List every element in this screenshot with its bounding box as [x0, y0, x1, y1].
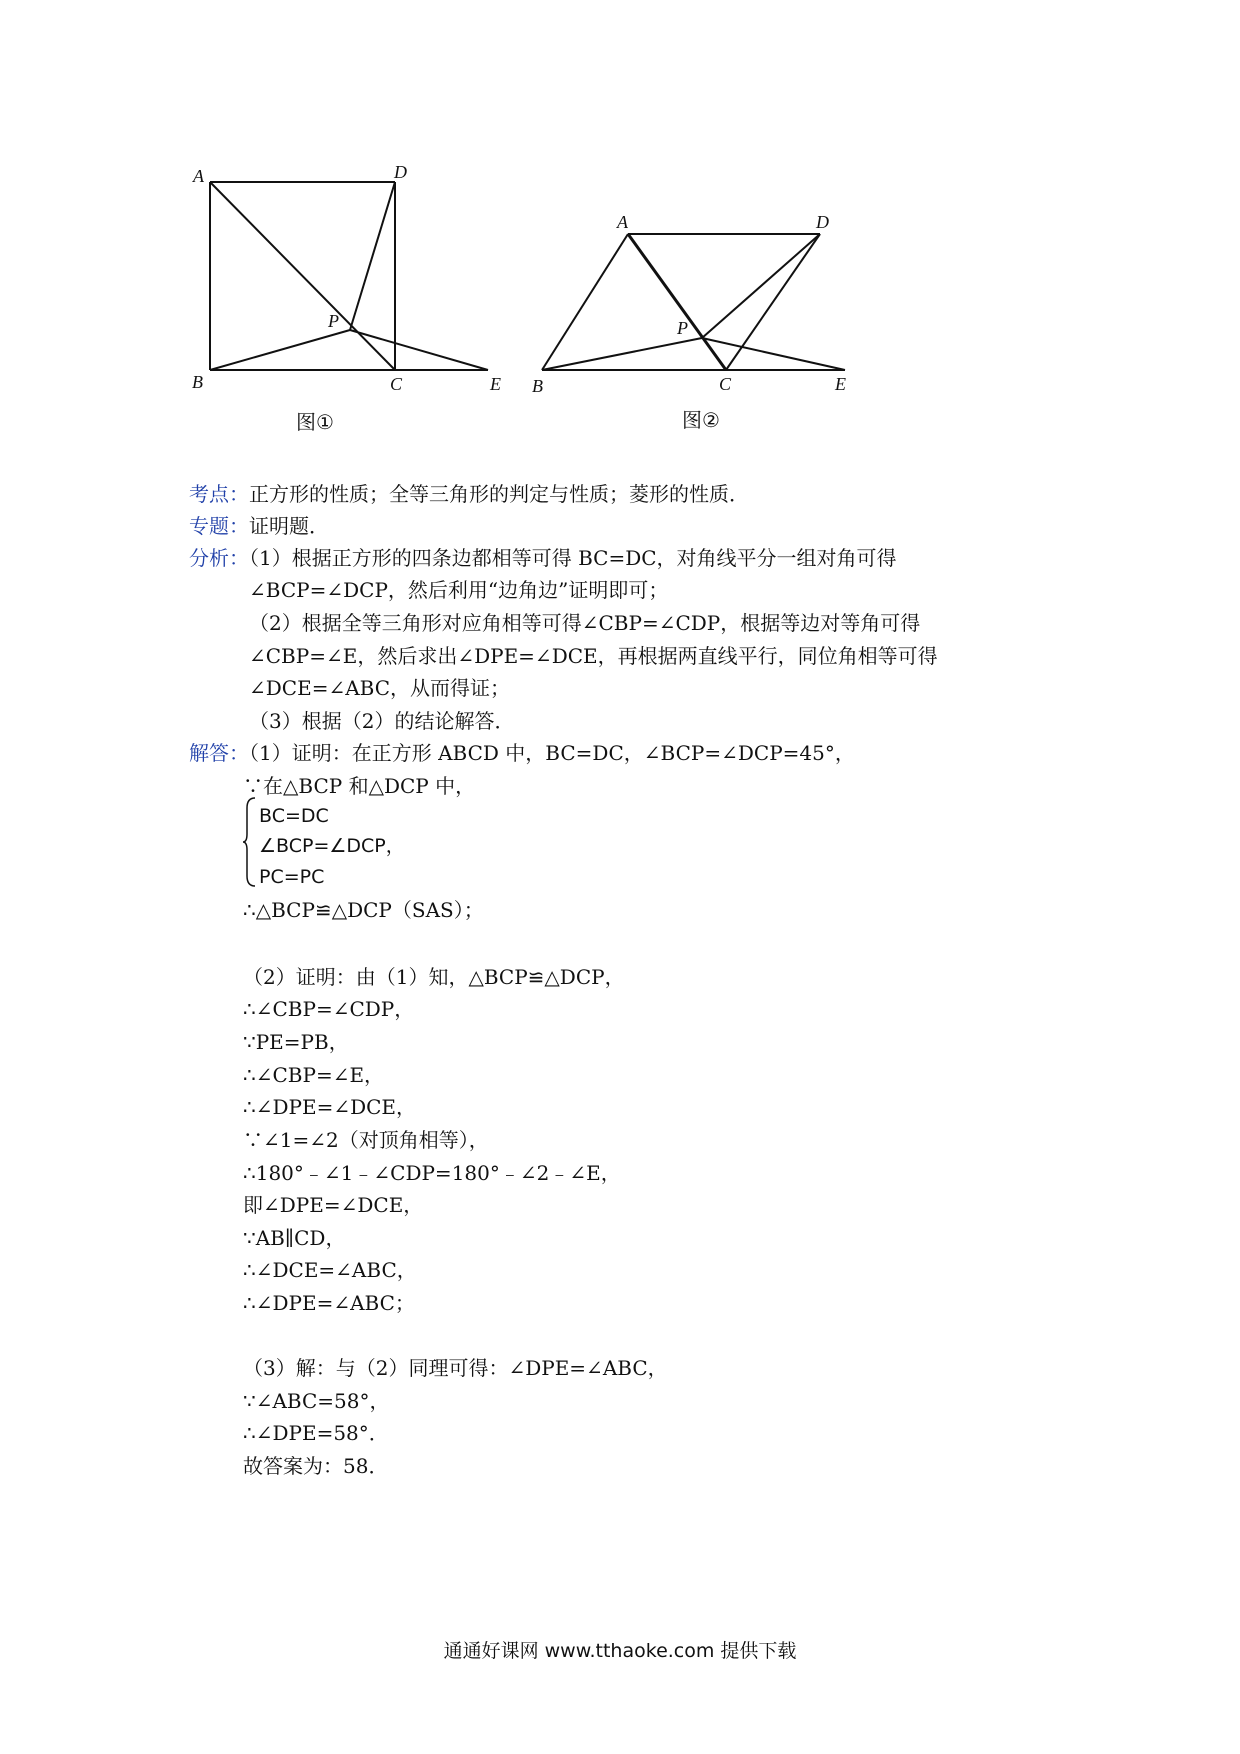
- fig1-label-e: E: [490, 374, 501, 394]
- fig1-label-c: C: [390, 374, 403, 394]
- jieda-row-1: [189, 739, 855, 767]
- figure-2: [530, 210, 860, 410]
- part3-line-4: 故答案为：58．: [243, 1454, 389, 1478]
- jieda-part1-line-2: ∵在△BCP 和△DCP 中，: [243, 774, 476, 798]
- fenxi-line-1: （1）根据正方形的四条边都相等可得 BC=DC，对角线平分一组对角可得: [249, 546, 897, 570]
- fig1-label-b: B: [192, 372, 203, 392]
- zhuanti-row: [189, 512, 329, 540]
- part2-line-7: ∴180°﹣∠1﹣∠CDP=180°﹣∠2﹣∠E，: [243, 1161, 621, 1185]
- part2-line-8: 即∠DPE=∠DCE，: [243, 1193, 424, 1217]
- fig2-label-d: D: [816, 212, 829, 232]
- fig2-label-p: P: [677, 318, 688, 338]
- part2-line-2: ∴∠CBP=∠CDP，: [243, 997, 415, 1021]
- fig1-label-d: D: [394, 162, 407, 182]
- page-footer: 通通好课网 www.tthaoke.com 提供下载: [443, 1640, 797, 1662]
- kaodian-text: 正方形的性质；全等三角形的判定与性质；菱形的性质．: [249, 482, 749, 506]
- figure-1: [190, 160, 510, 400]
- kaodian-label: 考点：: [189, 482, 249, 506]
- fig2-label-b: B: [532, 376, 543, 396]
- zhuanti-label: 专题：: [189, 514, 249, 538]
- jieda-label: 解答：: [189, 741, 249, 765]
- fig1-label-p: P: [328, 311, 339, 331]
- fig1-label-a: A: [193, 166, 204, 186]
- fig2-label-e: E: [835, 374, 846, 394]
- part3-line-2: ∵∠ABC=58°，: [243, 1389, 390, 1413]
- fenxi-line-4: ∠CBP=∠E，然后求出∠DPE=∠DCE，再根据两直线平行，同位角相等可得: [249, 644, 938, 668]
- part2-line-3: ∵PE=PB，: [243, 1030, 349, 1054]
- fig2-label-a: A: [617, 212, 628, 232]
- system-eq-2: ∠BCP=∠DCP，: [259, 835, 405, 857]
- figure-2-caption: 图②: [682, 408, 720, 432]
- part2-line-5: ∴∠DPE=∠DCE，: [243, 1095, 417, 1119]
- fig2-label-c: C: [719, 374, 732, 394]
- figure-1-caption: 图①: [296, 410, 334, 434]
- system-eq-1: BC=DC: [259, 805, 329, 827]
- part2-line-4: ∴∠CBP=∠E，: [243, 1063, 385, 1087]
- part3-line-1: （3）解：与（2）同理可得：∠DPE=∠ABC，: [243, 1356, 668, 1380]
- figure-2-diagram: [530, 210, 860, 410]
- fenxi-label: 分析：: [189, 546, 249, 570]
- fenxi-line-5: ∠DCE=∠ABC，从而得证；: [249, 676, 511, 700]
- fenxi-line-3: （2）根据全等三角形对应角相等可得∠CBP=∠CDP，根据等边对等角可得: [249, 611, 921, 635]
- part2-line-9: ∵AB∥CD，: [243, 1226, 346, 1250]
- part2-line-11: ∴∠DPE=∠ABC；: [243, 1291, 415, 1315]
- fenxi-line-6: （3）根据（2）的结论解答．: [249, 709, 515, 733]
- part2-line-1: （2）证明：由（1）知，△BCP≌△DCP，: [243, 965, 625, 989]
- part3-line-3: ∴∠DPE=58°．: [243, 1421, 389, 1445]
- system-eq-3: PC=PC: [259, 866, 325, 888]
- jieda-part1-line-1: （1）证明：在正方形 ABCD 中，BC=DC，∠BCP=∠DCP=45°，: [249, 741, 855, 765]
- fenxi-line-2: ∠BCP=∠DCP，然后利用“边角边”证明即可；: [249, 578, 669, 602]
- figure-1-diagram: [190, 160, 510, 400]
- fenxi-row-1: [189, 544, 897, 572]
- jieda-part1-end: ∴△BCP≌△DCP（SAS）；: [243, 898, 484, 922]
- kaodian-row: [189, 480, 749, 508]
- part2-line-10: ∴∠DCE=∠ABC，: [243, 1258, 417, 1282]
- zhuanti-text: 证明题．: [249, 514, 329, 538]
- part2-line-6: ∵∠1=∠2（对顶角相等），: [243, 1128, 489, 1152]
- equation-system-brace: [243, 796, 257, 893]
